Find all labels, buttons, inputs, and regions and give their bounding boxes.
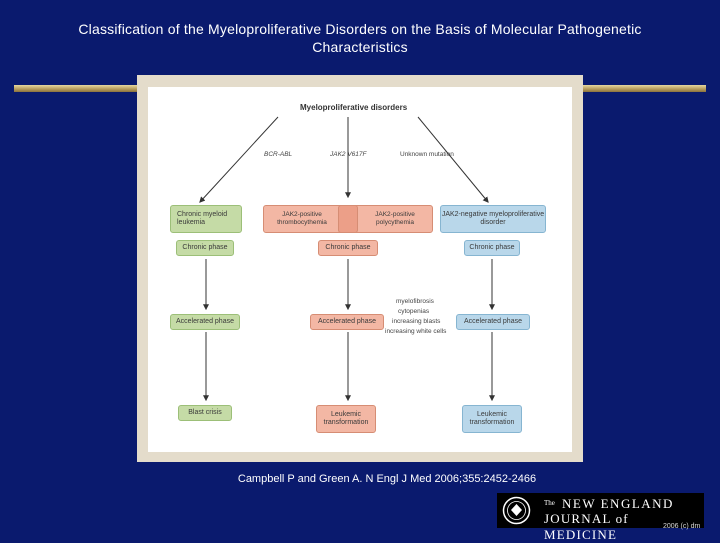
branch-label-unknown: Unknown mutation	[400, 151, 454, 158]
branch-label-jak2: JAK2 V617F	[330, 151, 367, 158]
pv-label: JAK2-positive polycythemia	[375, 211, 415, 226]
neg-accelerated-phase: Accelerated phase	[456, 314, 530, 330]
citation-text: Campbell P and Green A. N Engl J Med 2006;355:2452-2466	[237, 473, 537, 485]
feature-myelofibrosis: myelofibrosis	[396, 298, 434, 305]
cml-chronic-phase: Chronic phase	[176, 240, 234, 256]
neg-leukemic-transformation: Leukemic transformation	[462, 405, 522, 433]
jak2-accelerated-phase: Accelerated phase	[310, 314, 384, 330]
logo-line-2: JOURNAL of MEDICINE	[544, 511, 629, 542]
blast-crisis-box: Blast crisis	[178, 405, 232, 421]
slide-title	[10, 20, 710, 56]
slide-title-line-1: Classification of the Myeloproliferative Disorders on the Basis of Molecular Pathogenetic	[78, 21, 642, 37]
slide-title-line-2: Characteristics	[312, 39, 408, 55]
copyright-text: 2006 (c) dm	[663, 523, 701, 530]
jak2-chronic-phase: Chronic phase	[318, 240, 378, 256]
arrow-root-to-cml	[200, 117, 278, 202]
arrow-root-to-negative	[418, 117, 488, 202]
root-label: Myeloproliferative disorders	[300, 103, 408, 112]
diagram-panel	[148, 87, 572, 452]
journal-seal-icon	[502, 496, 531, 525]
logo-line-1: NEW ENGLAND	[562, 496, 674, 511]
feature-increasing-white-cells: increasing white cells	[385, 328, 447, 335]
branch-label-bcr-abl: BCR-ABL	[264, 151, 293, 158]
cml-box: Chronic myeloid leukemia	[170, 205, 242, 233]
jak2-negative-box: JAK2-negative myeloproliferative disorder	[440, 205, 546, 233]
et-label: JAK2-positive thrombocythemia	[277, 211, 327, 226]
feature-cytopenias: cytopenias	[398, 308, 430, 315]
feature-increasing-blasts: increasing blasts	[392, 318, 441, 325]
logo-the: The	[544, 499, 555, 507]
cml-accelerated-phase: Accelerated phase	[170, 314, 240, 330]
diagram-arrows	[148, 87, 572, 452]
overlap-box	[338, 205, 358, 233]
neg-chronic-phase: Chronic phase	[464, 240, 520, 256]
jak2-leukemic-transformation: Leukemic transformation	[316, 405, 376, 433]
